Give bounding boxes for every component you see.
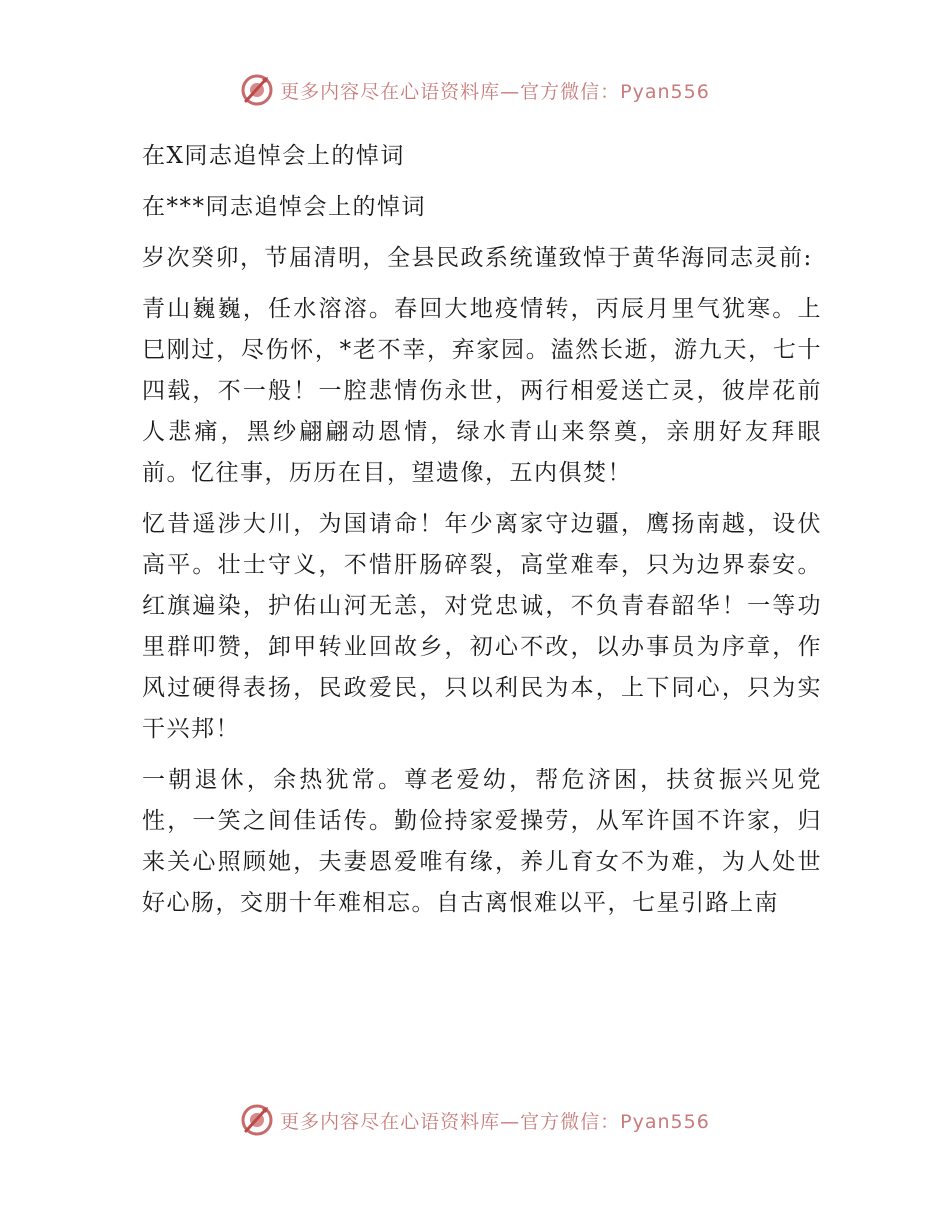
paragraph-salutation: 岁次癸卯，节届清明，全县民政系统谨致悼于黄华海同志灵前: (142, 245, 813, 271)
document-body (142, 136, 822, 934)
watermark-logo-icon (240, 73, 274, 107)
footer-watermark (0, 1100, 950, 1140)
footer-watermark-text: 更多内容尽在心语资料库—官方微信：Pyan556 (280, 1110, 710, 1133)
paragraph-mourning: 青山巍巍，任水溶溶。春回大地疫情转，丙辰月里气犹寒。上巳刚过，尽伤怀，*老不幸，弃家园。溘然长逝，游九天，七十四载，不一般！一腔悲情伤永世，两行相爱送亡灵，彼岸花前人悲痛，黑纱翩翩动恩情，绿水青山来祭奠，亲朋好友拜眼前。忆往事，历历在目，望遗像，五内俱焚！ (142, 296, 822, 486)
paragraph-retirement: 一朝退休，余热犹常。尊老爱幼，帮危济困，扶贫振兴见党性，一笑之间佳话传。勤俭持家爱操劳，从军许国不许家，归来关心照顾她，夫妻恩爱唯有缘，养儿育女不为难，为人处世好心肠，交朋十年难相忘。自古离恨难以平，七星引路上南 (142, 767, 822, 916)
watermark-logo-icon (240, 1103, 274, 1137)
header-watermark (0, 70, 950, 110)
paragraph-service: 忆昔遥涉大川，为国请命！年少离家守边疆，鹰扬南越，设伏高平。壮士守义，不惜肝肠碎裂，高堂难奉，只为边界泰安。红旗遍染，护佑山河无恙，对党忠诚，不负青春韶华！一等功里群叩赞，卸甲转业回故乡，初心不改，以办事员为序章，作风过硬得表扬，民政爱民，只以利民为本，上下同心，只为实干兴邦！ (142, 511, 822, 742)
header-watermark-text: 更多内容尽在心语资料库—官方微信：Pyan556 (280, 80, 710, 103)
document-title: 在X同志追悼会上的悼词 (142, 143, 405, 169)
document-subtitle: 在***同志追悼会上的悼词 (142, 194, 426, 220)
